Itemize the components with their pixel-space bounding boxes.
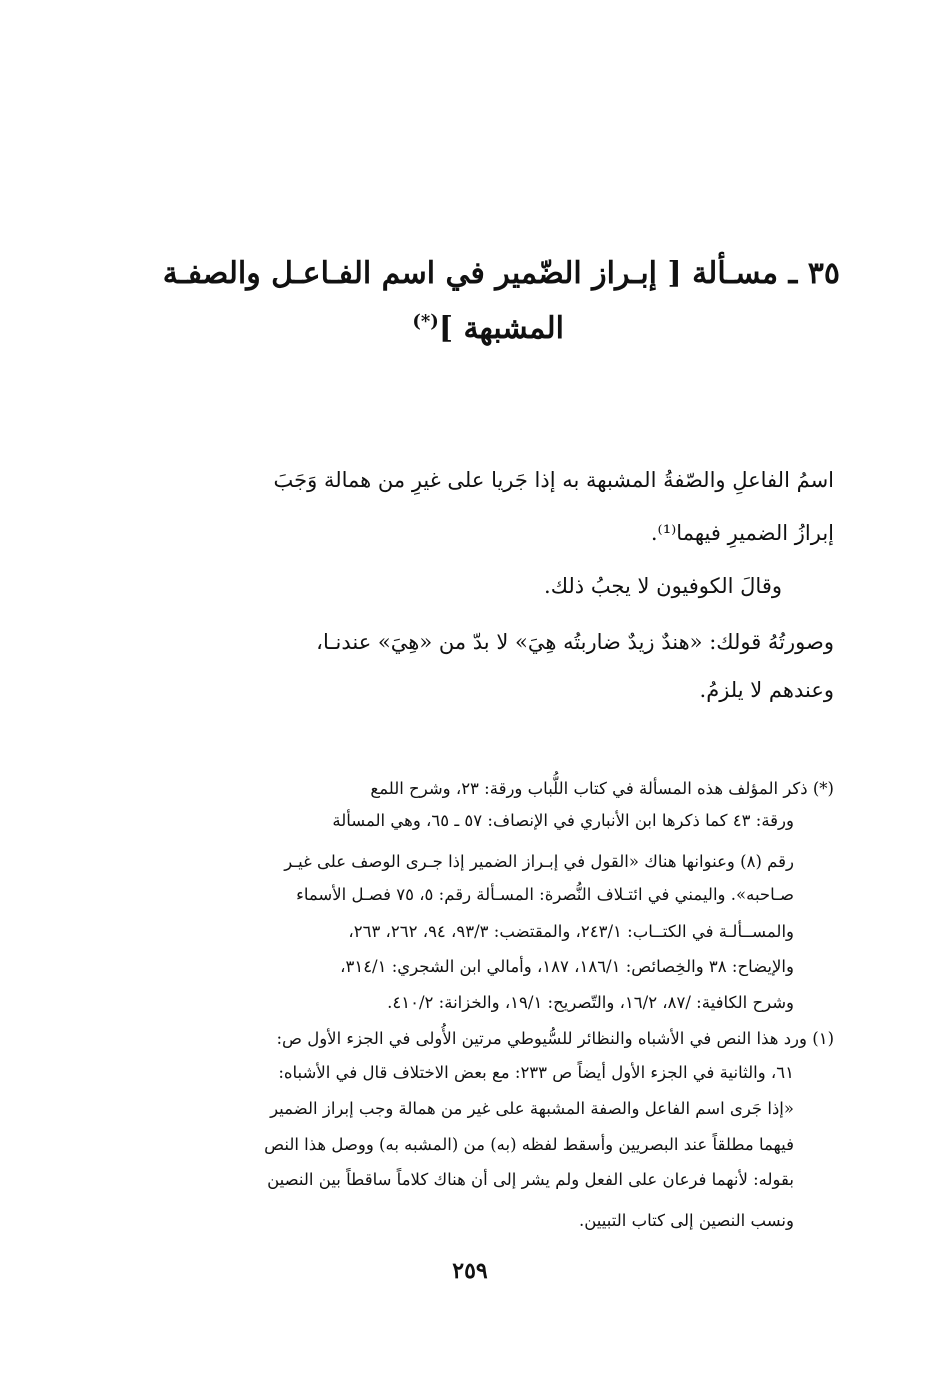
footnote-star-line-3: رقم (٨) وعنوانها هناك «القول في إبـراز الضمير إذا جـرى الوصف على غيـر [284, 852, 794, 871]
chapter-heading-line-2 [412, 294, 564, 357]
footnote-star-line-4: صـاحبه». واليمني في ائتـلاف النُّصرة: المسـألة رقم: ٥، ٧٥ فصـل الأسماء [296, 885, 794, 904]
body-line-1: اسمُ الفاعلِ والصّفةُ المشبهة به إذا جَريا على غيرِ من همالة وَجَبَ [273, 468, 834, 492]
footnote-1-line-6: ونسب النصين إلى كتاب التبيين. [579, 1211, 794, 1230]
chapter-heading-line-1: ٣٥ ـ مسـألة [ إبـراز الضّمير في اسم الفـاعـل والصفـة [162, 256, 840, 291]
page-number: ٢٥٩ [452, 1258, 488, 1284]
body-line-3: وقالَ الكوفيون لا يجبُ ذلك. [544, 574, 782, 598]
footnote-star-line-1: (*) ذكر المؤلف هذه المسألة في كتاب اللُّباب ورقة: ٢٣، وشرح اللمع [370, 779, 834, 798]
body-line-4: وصورتُهُ قولك: «هندٌ زيدٌ ضاربتُه هِيَ» لا بدّ من «هِيَ» عندنـا، [316, 630, 834, 654]
footnote-1-line-3: «إذا جَرى اسم الفاعل والصفة المشبهة على غير من همالة وجب إبراز الضمير [270, 1099, 794, 1118]
body-line-2: إبرازُ الضميرِ فيهما⁽¹⁾. [650, 521, 834, 545]
footnote-1-line-5: بقوله: لأنهما فرعان على الفعل ولم يشر إلى أن هناك كلاماً ساقطاً بين النصين [267, 1170, 794, 1189]
footnote-1-line-1: (١) ورد هذا النص في الأشباه والنظائر للسُّيوطي مرتين الأُولى في الجزء الأول ص: [276, 1029, 834, 1048]
footnote-star-line-6: والإيضاح: ٣٨ والخِصائص: ١٨٦/١، ١٨٧، وأمالي ابن الشجري: ٣١٤/١، [340, 957, 794, 976]
footnote-star-line-5: والمســألـة في الكتــاب: ٢٤٣/١، والمقتضب: ٩٣/٣، ٩٤، ٢٦٢، ٢٦٣، [348, 922, 794, 941]
chapter-heading-text: المشبهة ] [438, 311, 564, 346]
body-line-5: وعندهم لا يلزمُ. [699, 678, 834, 702]
footnote-1-line-2: ٦١، والثانية في الجزء الأول أيضاً ص ٢٣٣: مع بعض الاختلاف قال في الأشباه: [278, 1063, 794, 1082]
footnote-star-line-7: وشرح الكافية: /٨٧، ١٦/٢، والتّصريح: ١٩/١، والخزانة: ٤١٠/٢. [387, 993, 794, 1012]
footnote-star-line-2: ورقة: ٤٣ كما ذكرها ابن الأنباري في الإنصاف: ٥٧ ـ ٦٥، وهي المسألة [332, 811, 794, 830]
heading-note-mark: (*) [412, 311, 439, 332]
footnote-1-line-4: فيهما مطلقاً عند البصريين وأسقط لفظه (به) من (المشبه به) ووصل هذا النص [264, 1135, 794, 1154]
